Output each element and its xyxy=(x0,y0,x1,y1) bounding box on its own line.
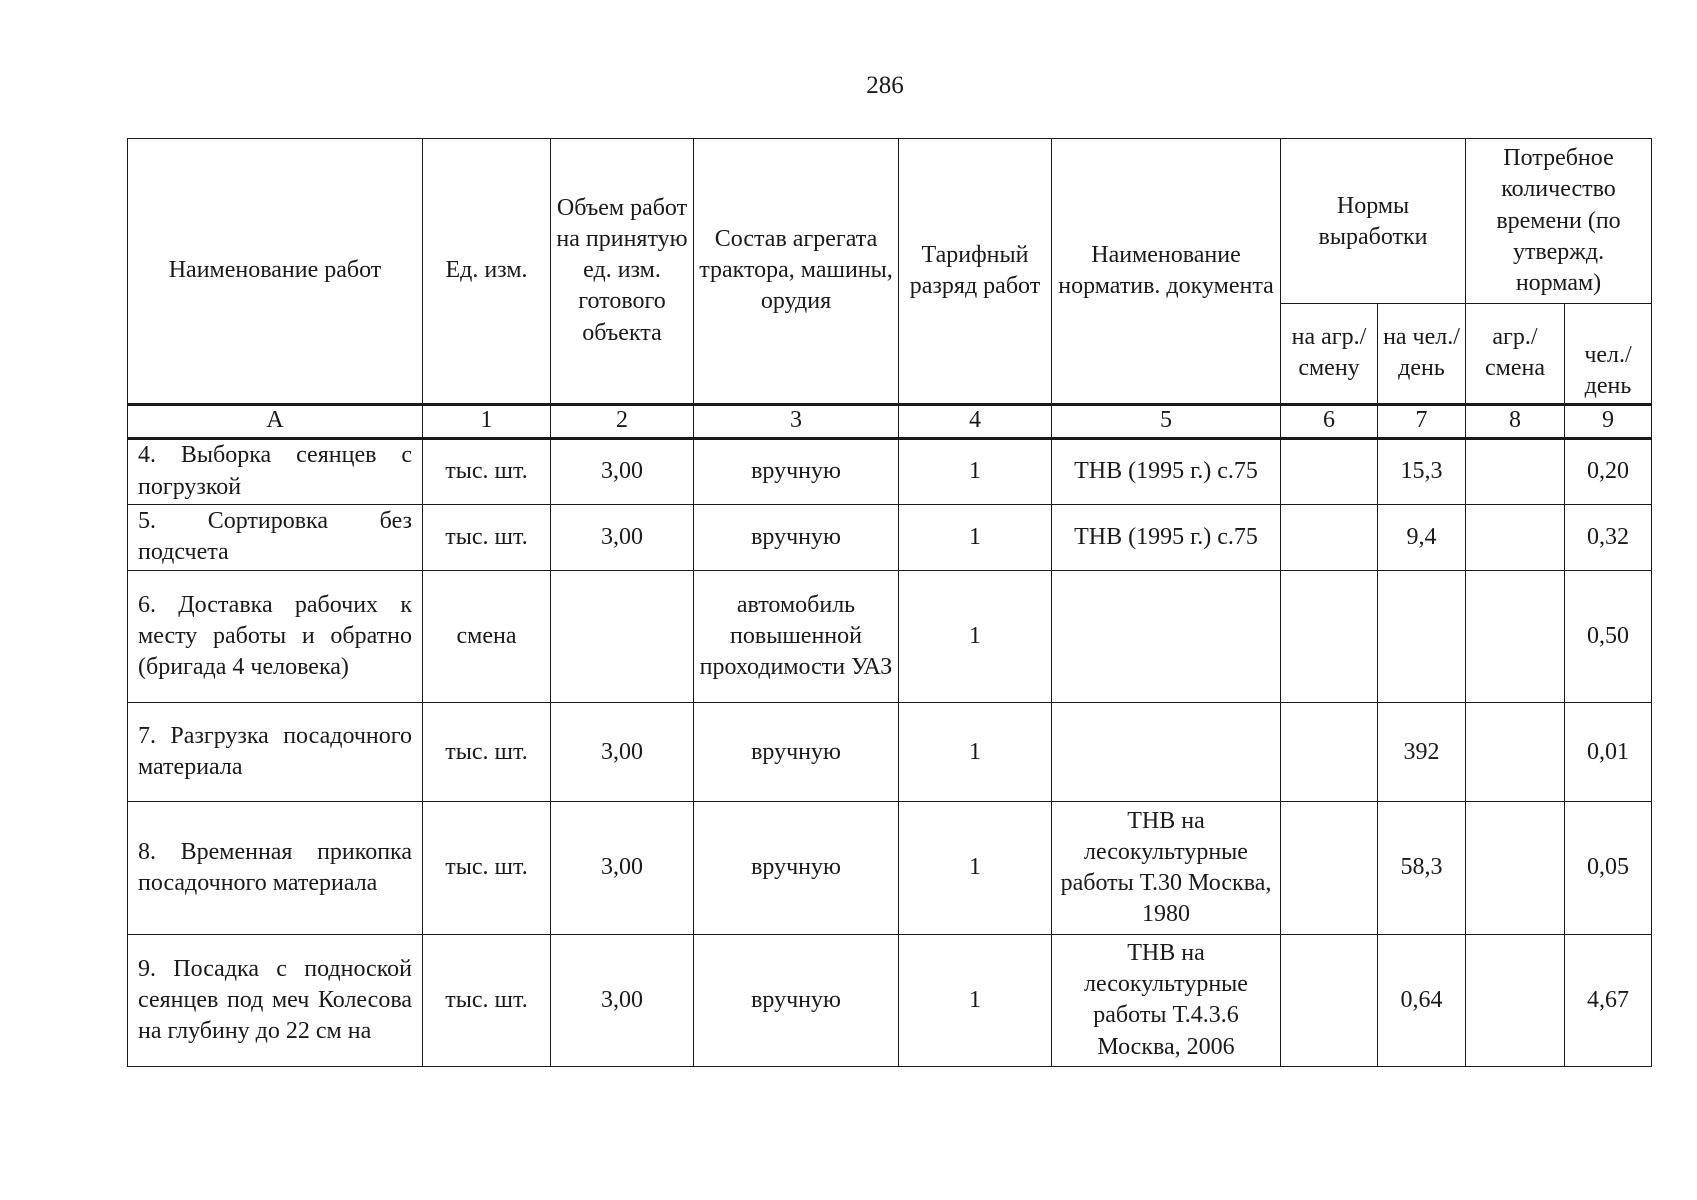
volume-cell: 3,00 xyxy=(551,802,694,934)
time-agg-shift-cell xyxy=(1466,438,1565,504)
header-per-agg-shift: на агр./ смену xyxy=(1281,304,1378,404)
table-row xyxy=(128,703,1652,802)
tariff-cell: 1 xyxy=(899,570,1052,702)
time-person-day-cell: 0,01 xyxy=(1565,703,1652,802)
norm-person-day-cell: 392 xyxy=(1378,703,1466,802)
doc-cell xyxy=(1052,570,1281,702)
header-output-norms: Нормы выработки xyxy=(1281,139,1466,304)
volume-cell: 3,00 xyxy=(551,934,694,1066)
index-cell: 7 xyxy=(1378,404,1466,438)
norm-agg-shift-cell xyxy=(1281,802,1378,934)
work-name-cell: 5. Сортировка без подсчета xyxy=(128,504,423,570)
doc-cell xyxy=(1052,703,1281,802)
volume-cell xyxy=(551,570,694,702)
unit-cell: тыс. шт. xyxy=(423,703,551,802)
work-name-cell: 4. Выборка сеянцев с погрузкой xyxy=(128,438,423,504)
header-doc-name: Наименование норматив. документа xyxy=(1052,139,1281,405)
aggregate-cell: вручную xyxy=(694,438,899,504)
table-row xyxy=(128,504,1652,570)
unit-cell: тыс. шт. xyxy=(423,934,551,1066)
doc-cell: ТНВ (1995 г.) с.75 xyxy=(1052,504,1281,570)
aggregate-cell: вручную xyxy=(694,703,899,802)
index-cell: 3 xyxy=(694,404,899,438)
header-agg-shift: агр./ смена xyxy=(1466,304,1565,404)
header-per-person-day: на чел./ день xyxy=(1378,304,1466,404)
tariff-cell: 1 xyxy=(899,802,1052,934)
work-name-cell: 7. Разгрузка посадочного материала xyxy=(128,703,423,802)
header-time-required: Потребное количество времени (по утвержд. нормам) xyxy=(1466,139,1652,304)
norm-person-day-cell: 0,64 xyxy=(1378,934,1466,1066)
volume-cell: 3,00 xyxy=(551,504,694,570)
norm-person-day-cell: 58,3 xyxy=(1378,802,1466,934)
doc-cell: ТНВ (1995 г.) с.75 xyxy=(1052,438,1281,504)
time-agg-shift-cell xyxy=(1466,934,1565,1066)
work-name-cell: 6. Доставка рабочих к месту работы и обратно (бригада 4 человека) xyxy=(128,570,423,702)
time-agg-shift-cell xyxy=(1466,570,1565,702)
index-cell: 2 xyxy=(551,404,694,438)
time-agg-shift-cell xyxy=(1466,802,1565,934)
aggregate-cell: автомобиль повышенной проходимости УАЗ xyxy=(694,570,899,702)
index-cell: 9 xyxy=(1565,404,1652,438)
norm-person-day-cell: 9,4 xyxy=(1378,504,1466,570)
unit-cell: смена xyxy=(423,570,551,702)
tariff-cell: 1 xyxy=(899,703,1052,802)
time-person-day-cell: 0,05 xyxy=(1565,802,1652,934)
header-work-name: Наименование работ xyxy=(128,139,423,405)
tariff-cell: 1 xyxy=(899,934,1052,1066)
header-aggregate: Состав агрегата трактора, машины, орудия xyxy=(694,139,899,405)
index-cell: А xyxy=(128,404,423,438)
table-row xyxy=(128,802,1652,934)
page-number: 286 xyxy=(866,72,904,99)
norm-person-day-cell: 15,3 xyxy=(1378,438,1466,504)
volume-cell: 3,00 xyxy=(551,703,694,802)
header-unit: Ед. изм. xyxy=(423,139,551,405)
time-agg-shift-cell xyxy=(1466,703,1565,802)
table-row xyxy=(128,570,1652,702)
header-tariff: Тарифный разряд работ xyxy=(899,139,1052,405)
time-person-day-cell: 0,32 xyxy=(1565,504,1652,570)
time-person-day-cell: 0,50 xyxy=(1565,570,1652,702)
index-cell: 8 xyxy=(1466,404,1565,438)
header-person-day: чел./ день xyxy=(1565,304,1652,404)
norm-agg-shift-cell xyxy=(1281,934,1378,1066)
header-row xyxy=(128,139,1652,304)
doc-cell: ТНВ на лесокультурные работы Т.4.3.6 Москва, 2006 xyxy=(1052,934,1281,1066)
norm-agg-shift-cell xyxy=(1281,570,1378,702)
index-cell: 5 xyxy=(1052,404,1281,438)
table-row xyxy=(128,438,1652,504)
time-agg-shift-cell xyxy=(1466,504,1565,570)
work-name-cell: 9. Посадка с подноской сеянцев под меч Колесова на глубину до 22 см на xyxy=(128,934,423,1066)
index-cell: 1 xyxy=(423,404,551,438)
unit-cell: тыс. шт. xyxy=(423,504,551,570)
index-cell: 6 xyxy=(1281,404,1378,438)
unit-cell: тыс. шт. xyxy=(423,438,551,504)
norm-person-day-cell xyxy=(1378,570,1466,702)
aggregate-cell: вручную xyxy=(694,934,899,1066)
aggregate-cell: вручную xyxy=(694,802,899,934)
aggregate-cell: вручную xyxy=(694,504,899,570)
column-index-row xyxy=(128,404,1652,438)
time-person-day-cell: 0,20 xyxy=(1565,438,1652,504)
table-row xyxy=(128,934,1652,1066)
volume-cell: 3,00 xyxy=(551,438,694,504)
norm-agg-shift-cell xyxy=(1281,703,1378,802)
tariff-cell: 1 xyxy=(899,504,1052,570)
norm-agg-shift-cell xyxy=(1281,504,1378,570)
tariff-cell: 1 xyxy=(899,438,1052,504)
time-person-day-cell: 4,67 xyxy=(1565,934,1652,1066)
norm-agg-shift-cell xyxy=(1281,438,1378,504)
work-norms-table xyxy=(127,138,1652,1067)
header-volume: Объем работ на принятую ед. изм. готового объекта xyxy=(551,139,694,405)
doc-cell: ТНВ на лесокультурные работы Т.30 Москва, 1980 xyxy=(1052,802,1281,934)
unit-cell: тыс. шт. xyxy=(423,802,551,934)
work-name-cell: 8. Временная прикопка посадочного материала xyxy=(128,802,423,934)
index-cell: 4 xyxy=(899,404,1052,438)
